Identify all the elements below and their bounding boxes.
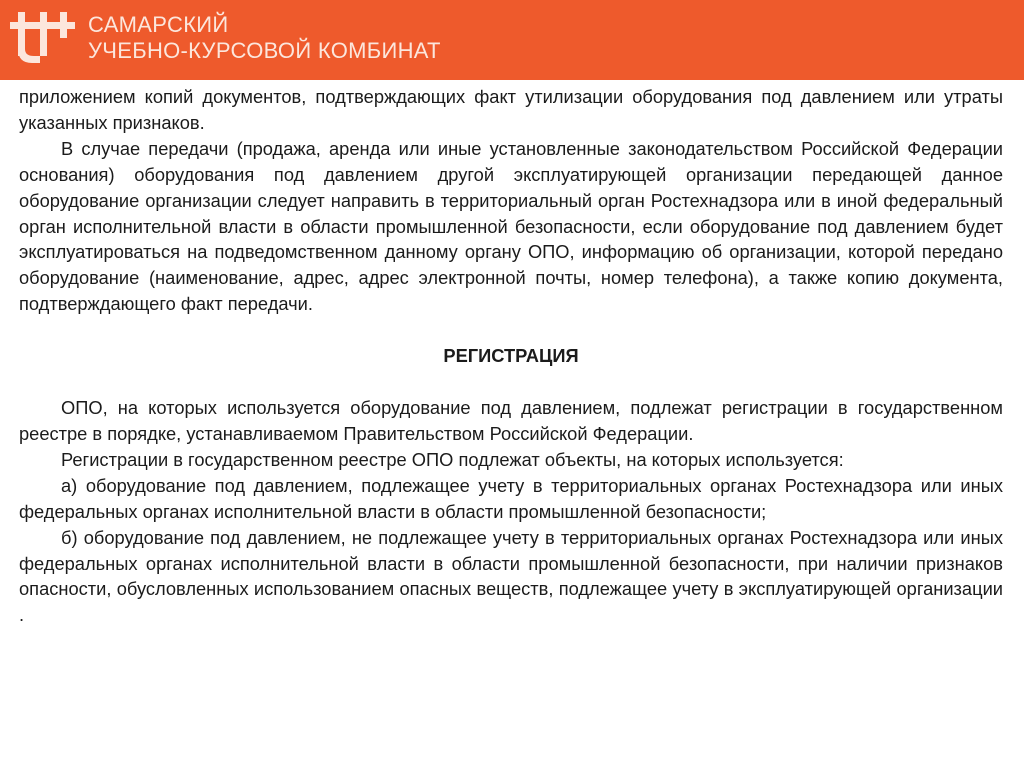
tt-plus-logo-icon bbox=[10, 8, 80, 66]
brand-line-1: САМАРСКИЙ bbox=[88, 12, 229, 37]
header-banner bbox=[0, 0, 1024, 80]
list-item-b: б) оборудование под давлением, не подлежащее учету в территориальных органах Ростехнадзора или иных федеральных органах исполнительной власти в области промышленной безопасности, при наличии признаков опасности, обусловленных использованием опасных веществ, подлежащее учету в эксплуатирующей организации . bbox=[19, 526, 1003, 626]
paragraph-continuation: приложением копий документов, подтверждающих факт утилизации оборудования под давлением или утраты указанных признаков. bbox=[19, 86, 1003, 133]
document-body bbox=[19, 84, 1003, 628]
list-item-a: а) оборудование под давлением, подлежащее учету в территориальных органах Ростехнадзора или иных федеральных органах исполнительной власти в области промышленной безопасности; bbox=[19, 474, 1003, 522]
section-heading: РЕГИСТРАЦИЯ bbox=[443, 345, 579, 367]
paragraph-objects: Регистрации в государственном реестре ОПО подлежат объекты, на которых используется: bbox=[61, 448, 844, 470]
brand-line-2: УЧЕБНО-КУРСОВОЙ КОМБИНАТ bbox=[88, 38, 441, 63]
paragraph-registration: ОПО, на которых используется оборудование под давлением, подлежат регистрации в государственном реестре в порядке, устанавливаемом Правительством Российской Федерации. bbox=[19, 397, 1003, 444]
paragraph-transfer: В случае передачи (продажа, аренда или иные установленные законодательством Российской Федерации основания) оборудования под давлением другой эксплуатирующей организации передающей данное оборудование организации следует направить в территориальный орган Ростехнадзора или в иной федеральный орган исполнительной власти в области промышленной безопасности, если оборудование под давлением будет эксплуатироваться на подведомственном данному органу ОПО, информацию об организации, которой передано оборудование (наименование, адрес, адрес электронной почты, номер телефона), а также копию документа, подтверждающего факт передачи. bbox=[19, 137, 1003, 315]
brand-name bbox=[88, 12, 441, 64]
